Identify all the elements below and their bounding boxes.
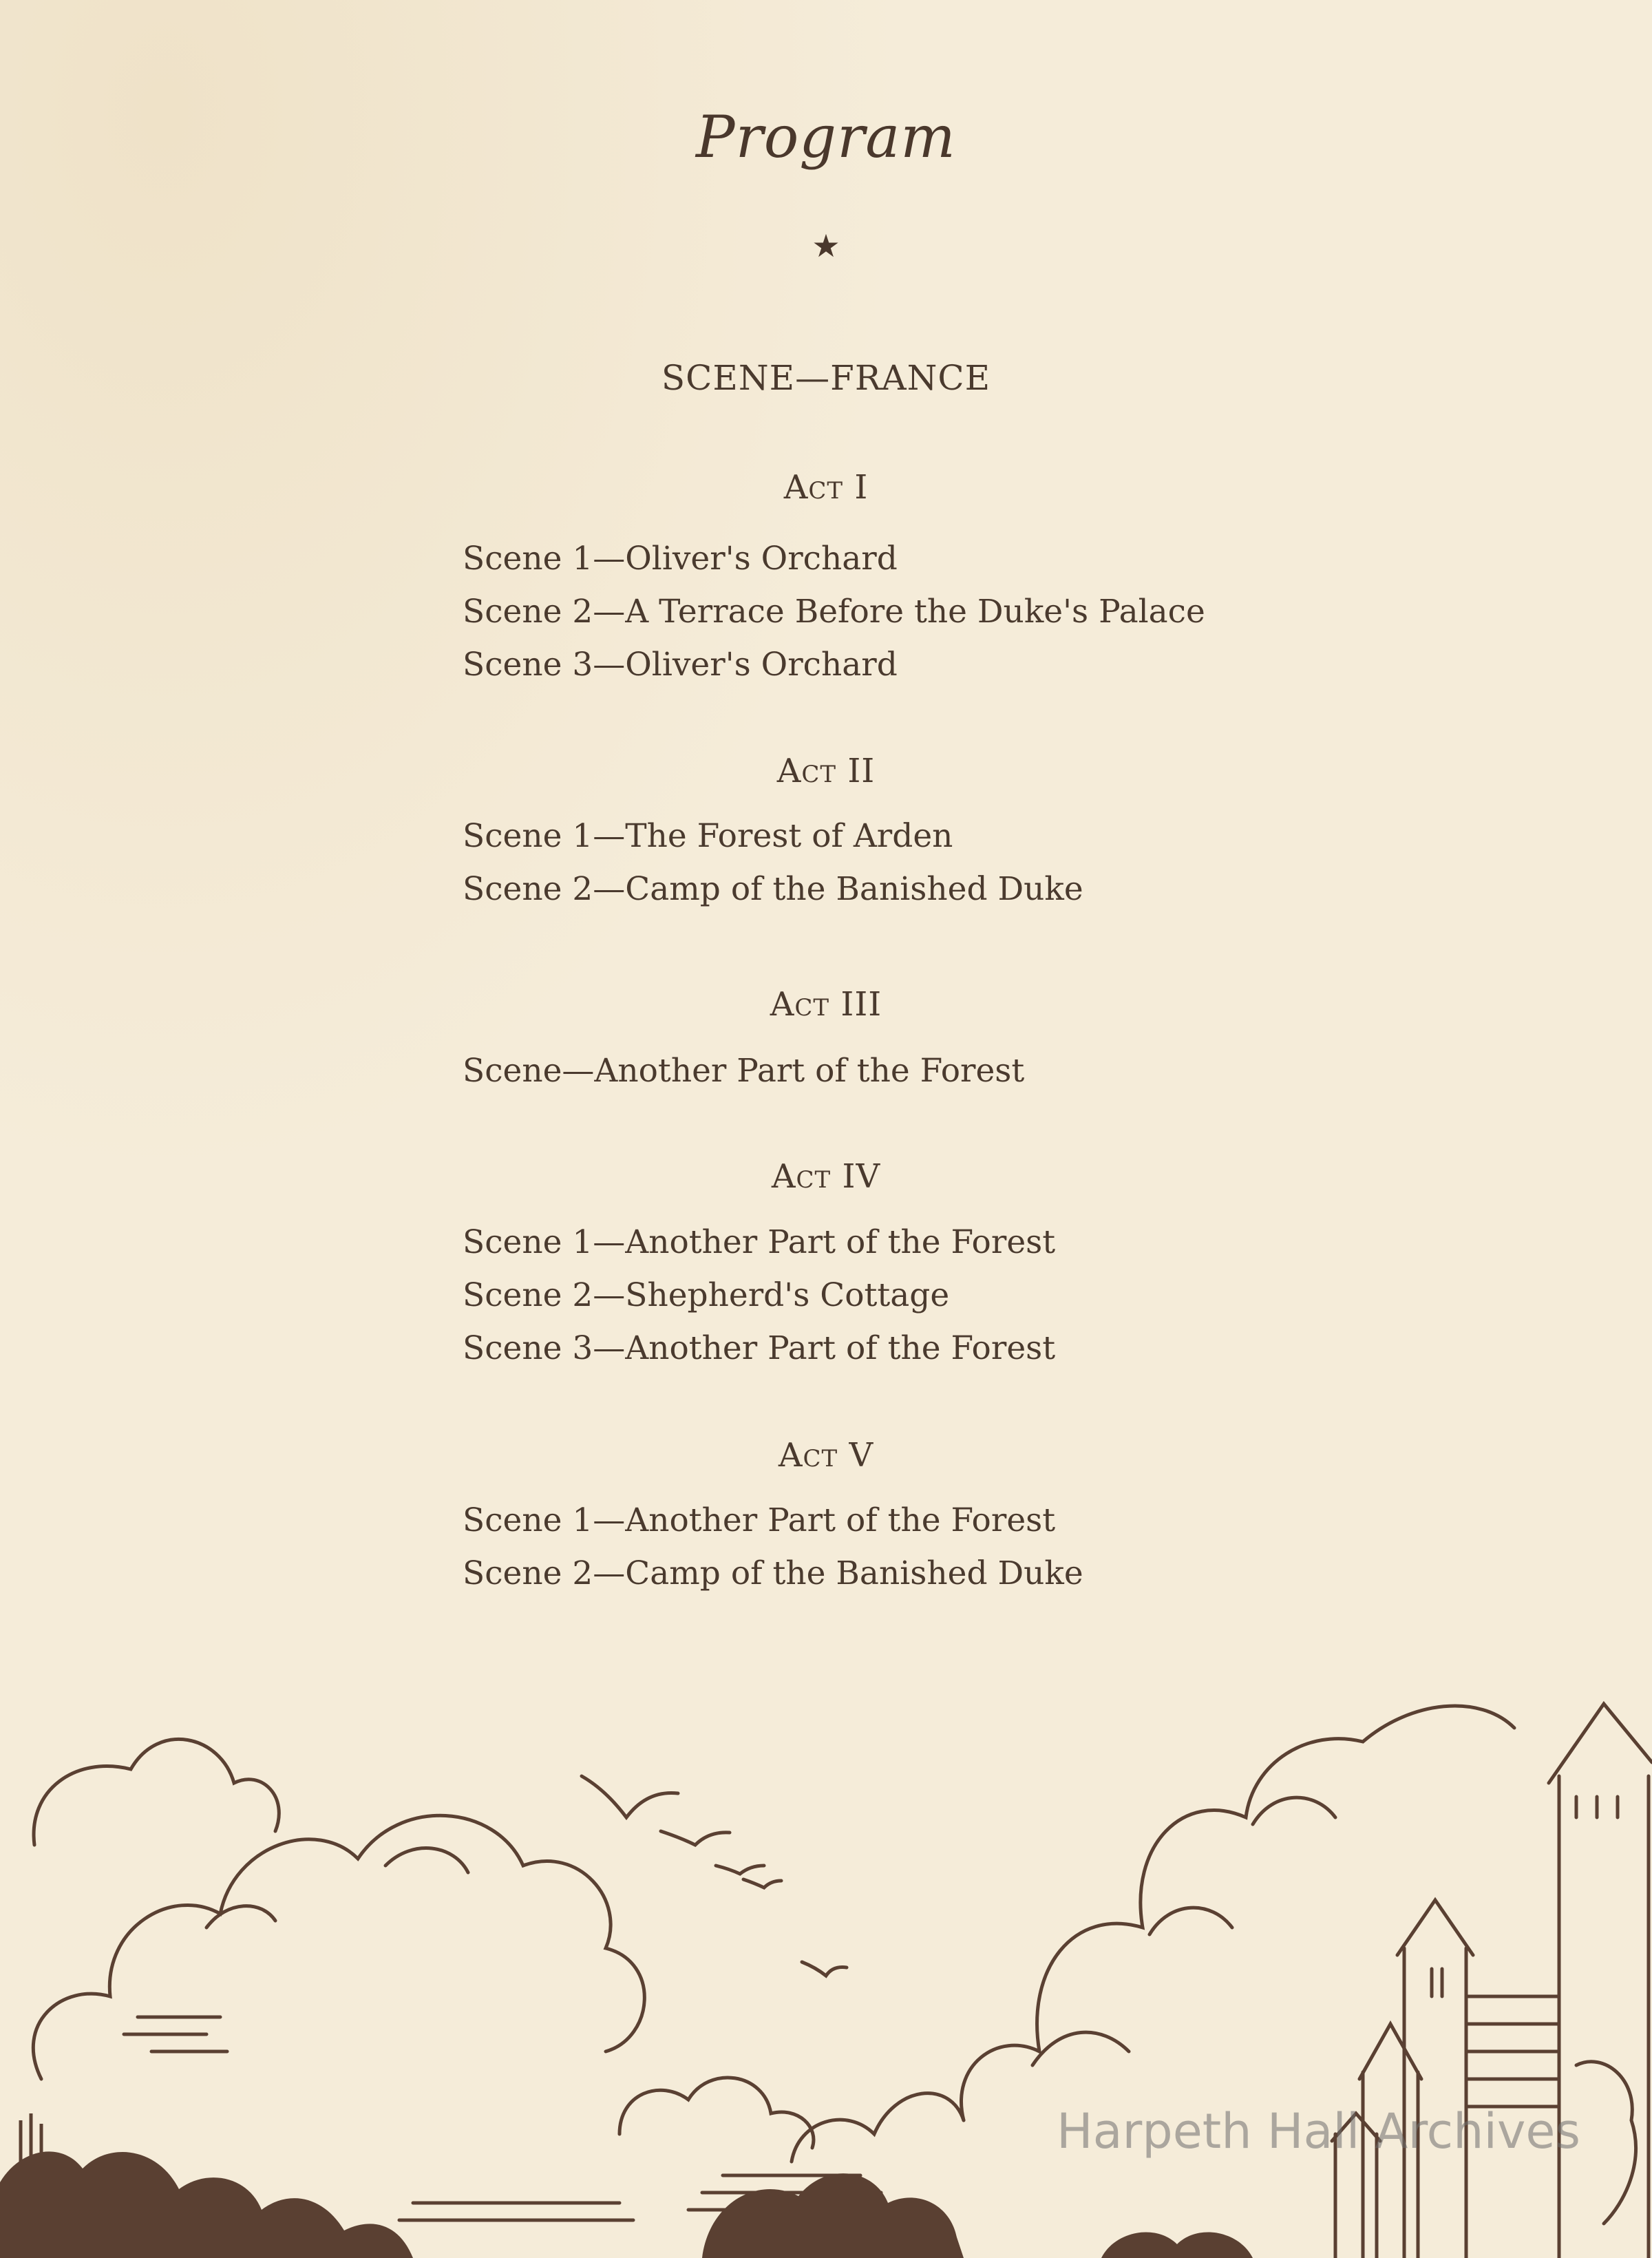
cloud-left (34, 1739, 279, 1845)
star-ornament: ★ (812, 227, 840, 264)
act-5-heading: Act V (778, 1436, 874, 1475)
bird (743, 1879, 781, 1888)
castle-tower (1549, 1704, 1652, 2258)
castle-small-tower (1397, 1900, 1473, 2258)
act-1-heading: Act I (783, 468, 869, 507)
act-4-scene-1: Scene 1—Another Part of the Forest (463, 1223, 1056, 1261)
act-4-scene-3: Scene 3—Another Part of the Forest (463, 1329, 1056, 1367)
bird (802, 1962, 847, 1976)
act-2-heading: Act II (776, 752, 876, 790)
act-5-scene-2: Scene 2—Camp of the Banished Duke (463, 1554, 1083, 1592)
cloud-middle (620, 2078, 814, 2148)
act-5-scene-1: Scene 1—Another Part of the Forest (463, 1501, 1056, 1539)
setting-heading: SCENE—FRANCE (661, 358, 991, 398)
act-4-scene-2: Scene 2—Shepherd's Cottage (463, 1276, 950, 1314)
act-1-scene-3: Scene 3—Oliver's Orchard (463, 646, 898, 684)
act-1-scene-1: Scene 1—Oliver's Orchard (463, 540, 898, 578)
program-title: Program (696, 103, 956, 171)
bird (582, 1776, 678, 1817)
act-1-scene-2: Scene 2—A Terrace Before the Duke's Palace (463, 593, 1205, 631)
landscape-illustration (0, 1638, 1652, 2258)
bird (716, 1866, 764, 1874)
archive-watermark: Harpeth Hall Archives (1057, 2103, 1580, 2160)
act-3-heading: Act III (770, 985, 882, 1024)
act-4-heading: Act IV (771, 1157, 881, 1196)
cloud-right (962, 1706, 1514, 2120)
act-3-scene: Scene—Another Part of the Forest (463, 1052, 1025, 1090)
bird (661, 1831, 730, 1845)
act-2-scene-1: Scene 1—The Forest of Arden (463, 817, 953, 855)
act-2-scene-2: Scene 2—Camp of the Banished Duke (463, 870, 1083, 908)
